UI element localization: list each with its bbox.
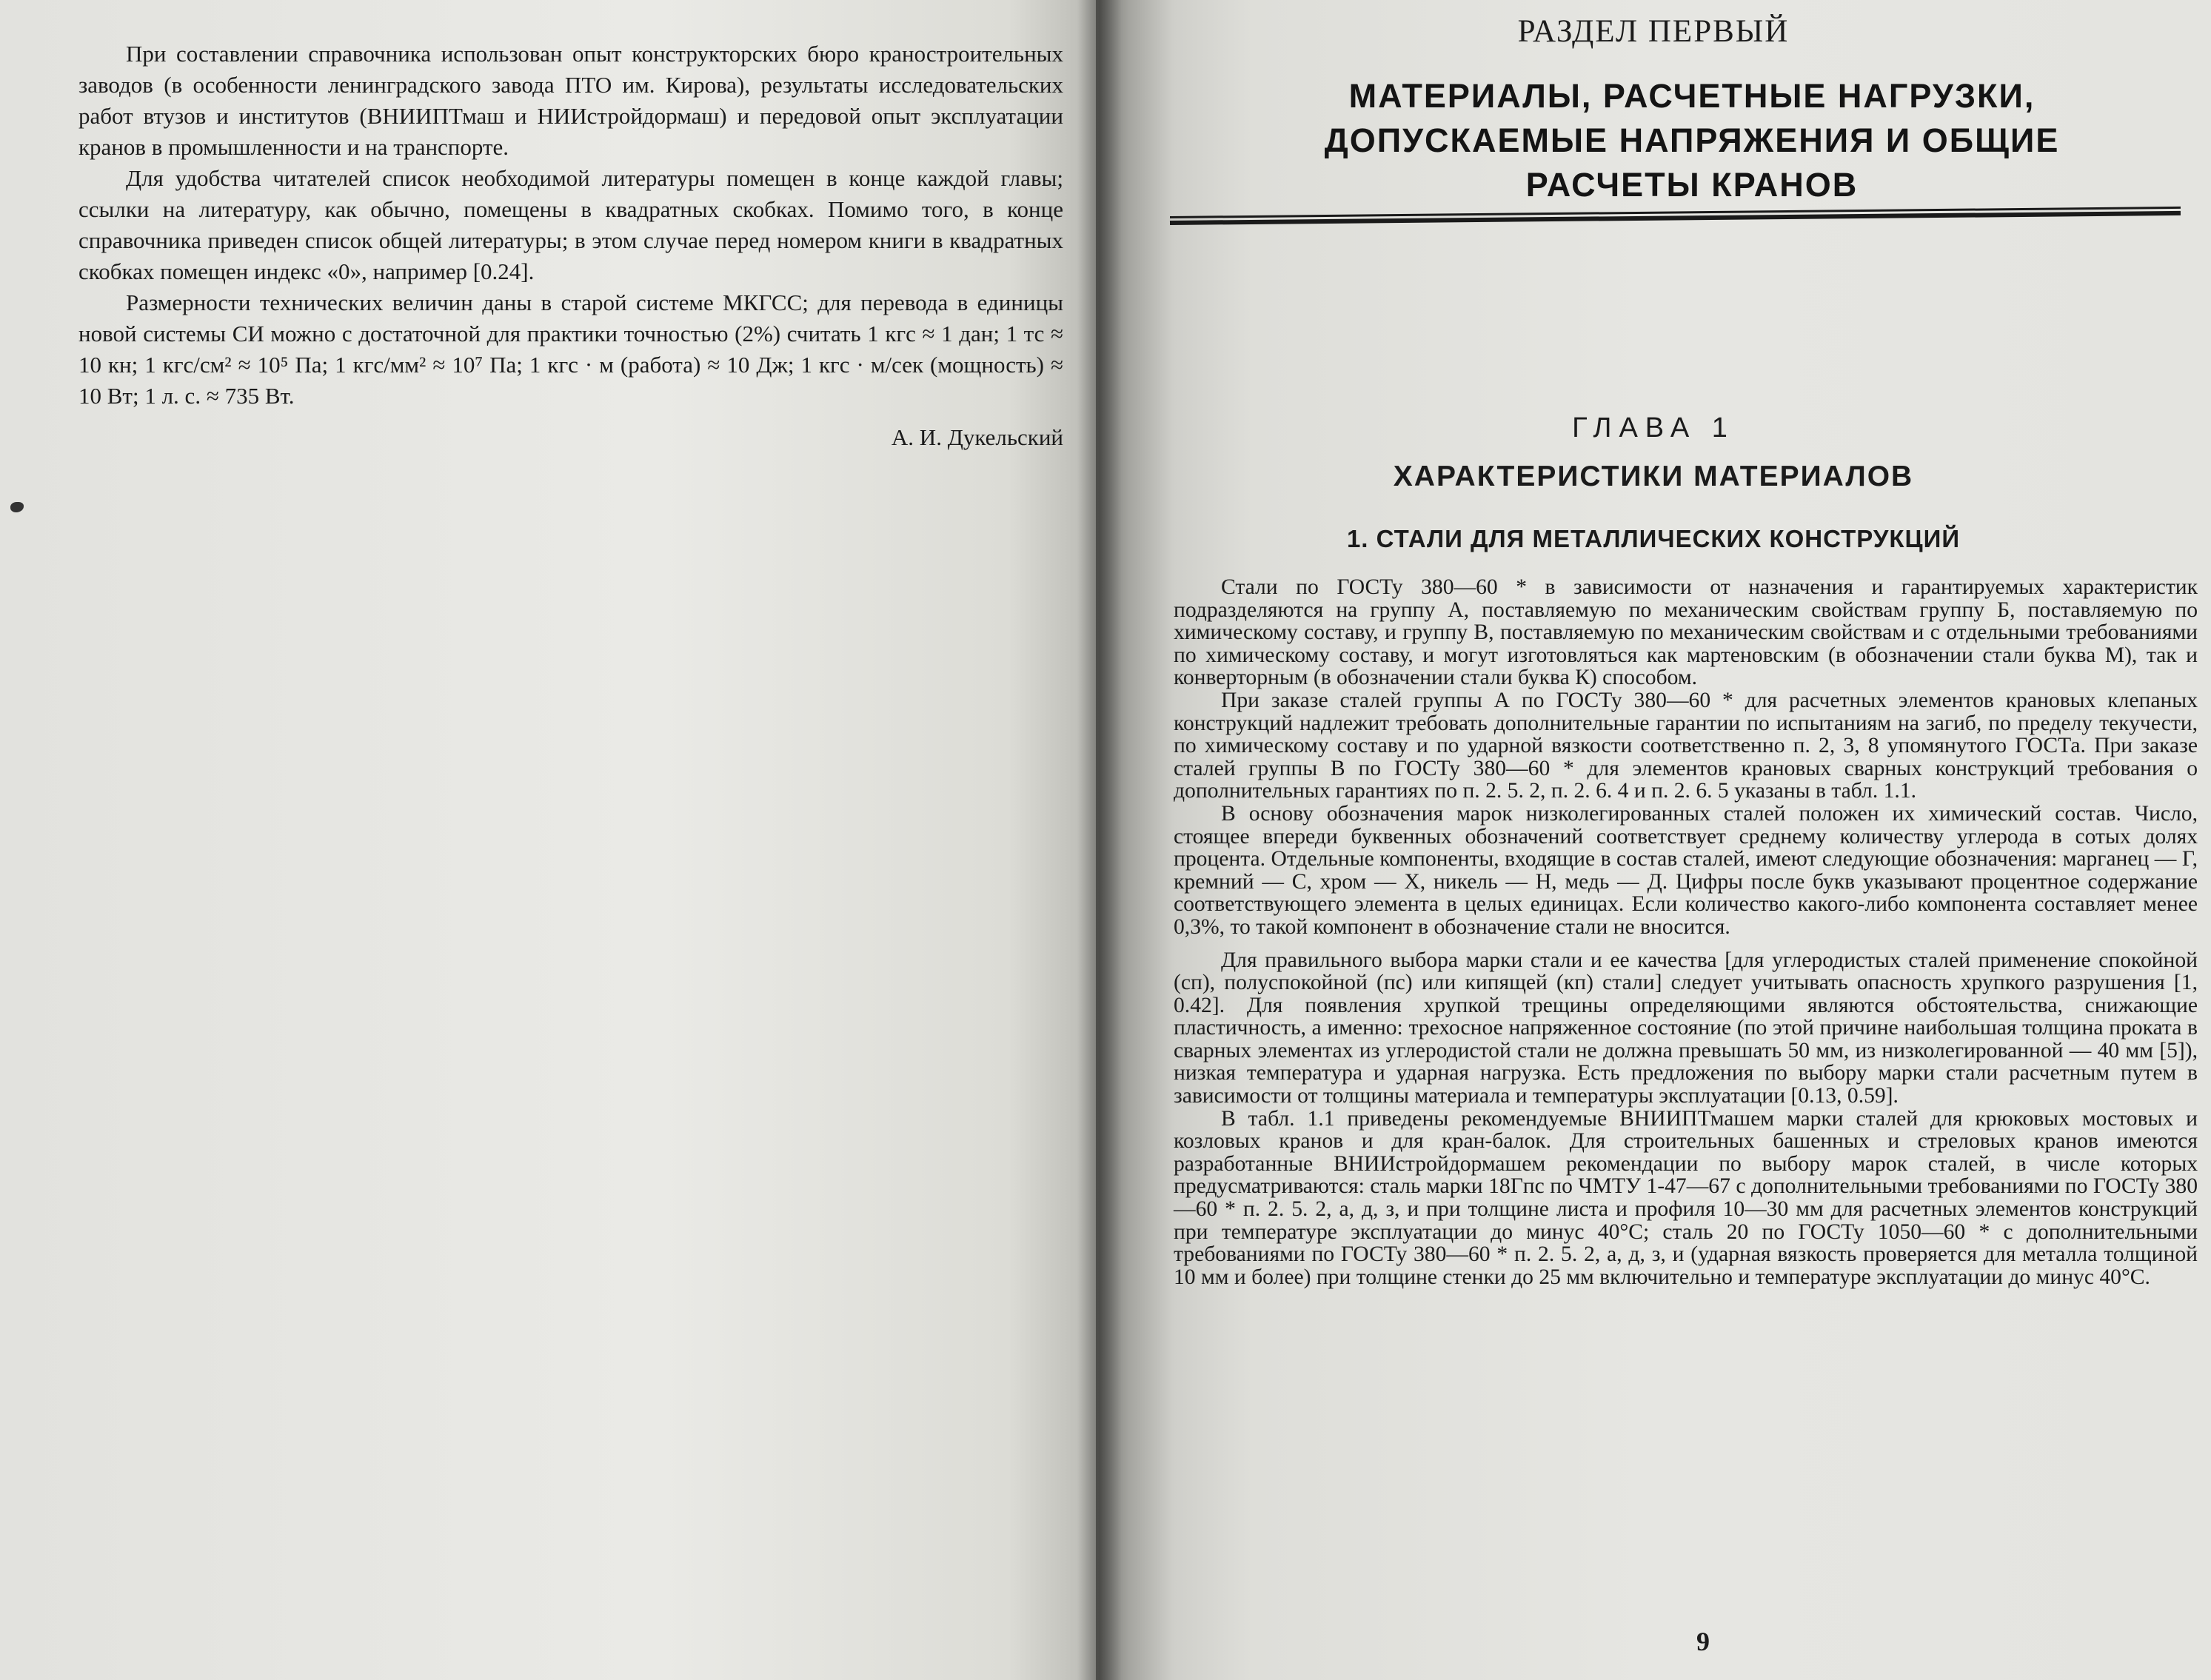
right-paragraph-2: При заказе сталей группы А по ГОСТу 380—60 * для расчетных элементов крановых клепаных конструкций надлежит требовать дополнительные гарантии по испытаниям на загиб, по пределу текучести, по химическому составу и по ударной вязкости соответственно п. 2, 3, 8 упомянутого ГОСТа. При заказе сталей группы В по ГОСТу 380—60 * для элементов крановых сварных конструкций требования о дополнительных гарантиях по п. 2. 5. 2, п. 2. 6. 4 и п. 2. 6. 5 указаны в табл. 1.1. [1174,688,2198,803]
section-title-line-2: ДОПУСКАЕМЫЕ НАПРЯЖЕНИЯ И ОБЩИЕ [1324,121,2060,159]
scan-speck [10,502,24,512]
book-gutter [1077,0,1122,1680]
author-signature: А. И. Дукельский [891,424,1063,450]
left-paragraph-1: При составлении справочника использован опыт конструкторских бюро краностроительных заводов (в особенности ленинградского завода ПТО им. Кирова), результаты исследовательских работ втузов и институтов (ВНИИПТмаш и НИИстройдормаш) и передовой опыт эксплуатации кранов в промышленности и на транспорте. [78,41,1063,160]
right-paragraph-1: Стали по ГОСТу 380—60 * в зависимости от назначения и гарантируемых характеристик подразделяются на группу А, поставляемую по механическим свойствам группу Б, поставляемую по химическому составу, и группу В, поставляемую по механическим свойствам и с отдельными требованиями по химическому составу, и могут изготовляться как мартеновским (в обозначении стали буква М), так и конверторным (в обозначении стали буква К) способом. [1174,575,2198,690]
subsection-title: 1. СТАЛИ ДЛЯ МЕТАЛЛИЧЕСКИХ КОНСТРУКЦИЙ [1346,525,1961,552]
right-body-text [1174,576,2198,1288]
chapter-title: ХАРАКТЕРИСТИКИ МАТЕРИАЛОВ [1393,461,1914,492]
page-number: 9 [1696,1627,1710,1656]
left-paragraph-3: Размерности технических величин даны в старой системе МКГСС; для перевода в единицы новой системы СИ можно с достаточной для практики точностью (2%) считать 1 кгс ≈ 1 дан; 1 тс ≈ 10 кн; 1 кгс/см² ≈ 10⁵ Па; 1 кгс/мм² ≈ 10⁷ Па; 1 кгс · м (работа) ≈ 10 Дж; 1 кгс · м/сек (мощность) ≈ 10 Вт; 1 л. с. ≈ 735 Вт. [78,290,1063,409]
section-label: РАЗДЕЛ ПЕРВЫЙ [1517,14,1790,49]
left-paragraph-2: Для удобства читателей список необходимой литературы помещен в конце каждой главы; ссылки на литературу, как обычно, помещены в квадратных скобках. Помимо того, в конце справочника приведен список общей литературы; в этом случае перед номером книги в квадратных скобках помещен индекс «0», например [0.24]. [78,165,1063,284]
right-paragraph-3: В основу обозначения марок низколегированных сталей положен их химический состав. Число, стоящее впереди буквенных обозначений соответствует среднему количеству углерода в сотых долях процента. Отдельные компоненты, входящие в состав сталей, имеют следующие обозначения: марганец — Г, кремний — С, хром — Х, никель — Н, медь — Д. Цифры после букв указывают процентное содержание соответствующего элемента в целых единицах. Если количество какого-либо компонента составляет менее 0,3%, то такой компонент в обозначение стали не вносится. [1174,801,2198,939]
right-paragraph-5: В табл. 1.1 приведены рекомендуемые ВНИИПТмашем марки сталей для крюковых мостовых и козловых кранов и для кран-балок. Для строительных башенных и стреловых кранов имеются разработанные ВНИИстройдормашем рекомендации по выбору марок сталей, в числе которых предусматриваются: сталь марки 18Гпс по ЧМТУ 1-47—67 с дополнительными требованиями по ГОСТу 380—60 * п. 2. 5. 2, а, д, з, и при толщине листа и профиля 10—30 мм для расчетных элементов конструкций при температуре эксплуатации до минус 40°С; сталь 20 по ГОСТу 1050—60 * с дополнительными требованиями по ГОСТу 380—60 * п. 2. 5. 2, а, д, з, и (ударная вязкость проверяется для металла толщиной 10 мм и более) при толщине стенки до 25 мм включительно и температуре эксплуатации до минус 40°С. [1174,1106,2198,1289]
section-title-line-3: РАСЧЕТЫ КРАНОВ [1525,166,1859,204]
section-title-line-1: МАТЕРИАЛЫ, РАСЧЕТНЫЕ НАГРУЗКИ, [1348,77,2036,115]
paragraph-gap [1174,939,2198,949]
section-title [1229,74,2155,207]
right-paragraph-4: Для правильного выбора марки стали и ее качества [для углеродистых сталей применение спокойной (сп), полуспокойной (пс) или кипящей (кп) стали] следует учитывать опасность хрупкого разрушения [1, 0.42]. Для появления хрупкой трещины определяющими являются обстоятельства, снижающие пластичность, а именно: трехосное напряженное состояние (по этой причине наибольшая толщина проката в сварных элементах из углеродистой стали не должна превышать 50 мм, из низколегированной — 40 мм [5]), низкая температура и ударная нагрузка. Есть предложения по выбору марки стали расчетным путем в зависимости от толщины материала и температуры эксплуатации [0.13, 0.59]. [1174,948,2198,1108]
left-page [0,0,1096,1680]
chapter-label: ГЛАВА 1 [1572,412,1735,444]
